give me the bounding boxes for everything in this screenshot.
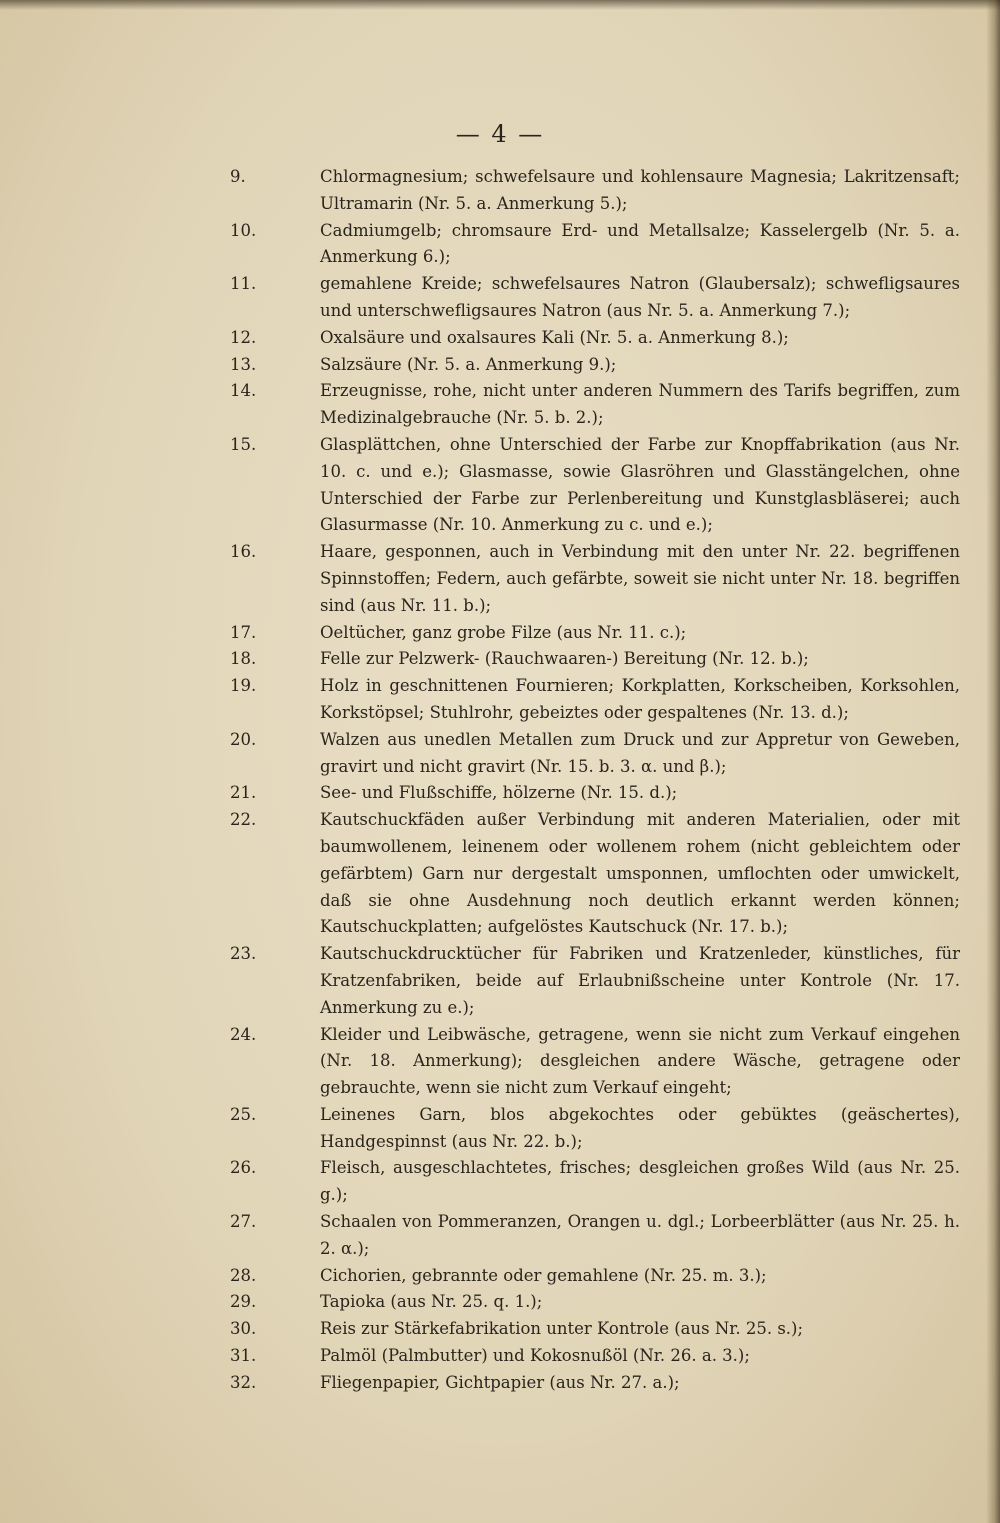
entry-number: 9. (230, 167, 246, 186)
tariff-entry (230, 673, 960, 727)
tariff-entry (230, 620, 960, 647)
entry-number: 25. (230, 1104, 257, 1124)
entry-number: 13. (230, 354, 257, 374)
entry-text: Cichorien, gebrannte oder gemahlene (Nr. 25. m. 3.); (320, 1265, 767, 1285)
entry-text: Fleisch, ausgeschlachtetes, frisches; desgleichen großes Wild (aus Nr. 25. g.); (320, 1158, 960, 1205)
entry-text: Schaalen von Pommeranzen, Orangen u. dgl.; Lorbeerblätter (aus Nr. 25. h. 2. α.); (320, 1212, 960, 1258)
entry-text: Glasplättchen, ohne Unterschied der Farbe zur Knopffabrikation (aus Nr. 10. c. und e.); Glasmasse, sowie Glasröhren und Glasstängelchen, ohne Unterschied der Farbe zur Perlenbereitung und Kunstglasbläserei; auch Glasurmasse (Nr. 10. Anmerkung zu c. und e.); (320, 434, 960, 535)
entry-number: 18. (230, 649, 257, 669)
entry-text: Oeltücher, ganz grobe Filze (aus Nr. 11. c.); (320, 622, 687, 642)
tariff-entry (230, 646, 960, 673)
tariff-entry (230, 727, 960, 781)
entry-number: 19. (230, 676, 257, 696)
entry-text: Leinenes Garn, blos abgekochtes oder gebüktes (geäschertes), Handgespinnst (aus Nr. 22. b.); (320, 1104, 960, 1151)
tariff-entry (230, 1370, 960, 1397)
tariff-entry (230, 1343, 960, 1370)
tariff-entry (230, 1209, 960, 1263)
tariff-entry (230, 325, 960, 352)
entry-text: Salzsäure (Nr. 5. a. Anmerkung 9.); (320, 354, 617, 374)
entry-text: Kautschuckfäden außer Verbindung mit anderen Materialien, oder mit baumwollenem, leinenem oder wollenem rohem (nicht gebleichtem oder gefärbtem) Garn nur dergestalt umsponnen, umflochten oder umwickelt, daß sie ohne Ausdehnung noch deutlich erkannt werden können; Kautschuckplatten; aufgelöstes Kautschuck (Nr. 17. b.); (320, 810, 960, 937)
tariff-entry (230, 164, 960, 218)
entry-text: See- und Flußschiffe, hölzerne (Nr. 15. d.); (320, 783, 678, 803)
page-number: — 4 — (455, 120, 545, 148)
entry-number: 28. (230, 1265, 257, 1285)
entry-text: Haare, gesponnen, auch in Verbindung mit den unter Nr. 22. begriffenen Spinnstoffen; Federn, auch gefärbte, soweit sie nicht unter Nr. 18. begriffen sind (aus Nr. 11. b.); (320, 542, 960, 615)
entry-number: 31. (230, 1346, 257, 1366)
entry-number: 32. (230, 1372, 257, 1392)
entry-text: Fliegenpapier, Gichtpapier (aus Nr. 27. a.); (320, 1372, 680, 1392)
entry-number: 16. (230, 542, 257, 562)
tariff-entry (230, 271, 960, 325)
tariff-entry (230, 378, 960, 432)
entry-text: Erzeugnisse, rohe, nicht unter anderen Nummern des Tarifs begriffen, zum Medizinalgebrauche (Nr. 5. b. 2.); (320, 381, 960, 428)
entry-text: Holz in geschnittenen Fournieren; Korkplatten, Korkscheiben, Korksohlen, Korkstöpsel; Stuhlrohr, gebeiztes oder gespaltenes (Nr. 13. d.); (320, 676, 960, 722)
entry-number: 30. (230, 1319, 257, 1339)
tariff-entry (230, 807, 960, 941)
entry-number: 24. (230, 1024, 257, 1044)
entry-text: Kleider und Leibwäsche, getragene, wenn sie nicht zum Verkauf eingehen (Nr. 18. Anmerkung); desgleichen andere Wäsche, getragene oder gebrauchte, wenn sie nicht zum Verkauf eingeht; (320, 1024, 960, 1098)
entry-number: 20. (230, 729, 257, 749)
tariff-entry (230, 432, 960, 539)
tariff-entry (230, 1289, 960, 1316)
entry-number: 23. (230, 944, 257, 964)
tariff-entry (230, 1316, 960, 1343)
entry-text: Felle zur Pelzwerk- (Rauchwaaren-) Bereitung (Nr. 12. b.); (320, 649, 809, 669)
tariff-entry (230, 352, 960, 379)
entry-text: Cadmiumgelb; chromsaure Erd- und Metallsalze; Kasselergelb (Nr. 5. a. Anmerkung 6.); (320, 220, 960, 267)
entry-number: 29. (230, 1292, 257, 1312)
tariff-entry (230, 780, 960, 807)
tariff-entry (230, 539, 960, 619)
entry-text: gemahlene Kreide; schwefelsaures Natron (Glaubersalz); schwefligsaures und unterschwefligsaures Natron (aus Nr. 5. a. Anmerkung 7.); (320, 274, 960, 320)
tariff-entry (230, 218, 960, 272)
entry-text: Chlormagnesium; schwefelsaure und kohlensaure Magnesia; Lakritzensaft; Ultramarin (Nr. 5. a. Anmerkung 5.); (320, 167, 960, 213)
entry-number: 15. (230, 434, 257, 454)
page-top-shadow (0, 0, 1000, 10)
tariff-entry (230, 941, 960, 1021)
tariff-entry-list (0, 164, 1000, 1397)
entry-number: 27. (230, 1212, 257, 1232)
entry-number: 22. (230, 810, 257, 830)
entry-number: 14. (230, 381, 257, 401)
tariff-entry (230, 1102, 960, 1156)
tariff-entry (230, 1155, 960, 1209)
entry-text: Tapioka (aus Nr. 25. q. 1.); (320, 1292, 543, 1312)
entry-number: 11. (230, 274, 257, 294)
tariff-entry (230, 1263, 960, 1290)
entry-number: 10. (230, 220, 257, 240)
entry-text: Reis zur Stärkefabrikation unter Kontrole (aus Nr. 25. s.); (320, 1319, 804, 1339)
entry-text: Palmöl (Palmbutter) und Kokosnußöl (Nr. 26. a. 3.); (320, 1346, 750, 1366)
entry-number: 26. (230, 1158, 257, 1178)
entry-number: 17. (230, 622, 257, 642)
entry-number: 12. (230, 327, 257, 347)
entry-text: Kautschuckdrucktücher für Fabriken und Kratzenleder, künstliches, für Kratzenfabriken, beide auf Erlaubnißscheine unter Kontrole (Nr. 17. Anmerkung zu e.); (320, 944, 960, 1017)
entry-number: 21. (230, 783, 257, 803)
entry-text: Walzen aus unedlen Metallen zum Druck und zur Appretur von Geweben, gravirt und nicht gravirt (Nr. 15. b. 3. α. und β.); (320, 729, 960, 776)
tariff-entry (230, 1022, 960, 1102)
entry-text: Oxalsäure und oxalsaures Kali (Nr. 5. a. Anmerkung 8.); (320, 327, 789, 347)
